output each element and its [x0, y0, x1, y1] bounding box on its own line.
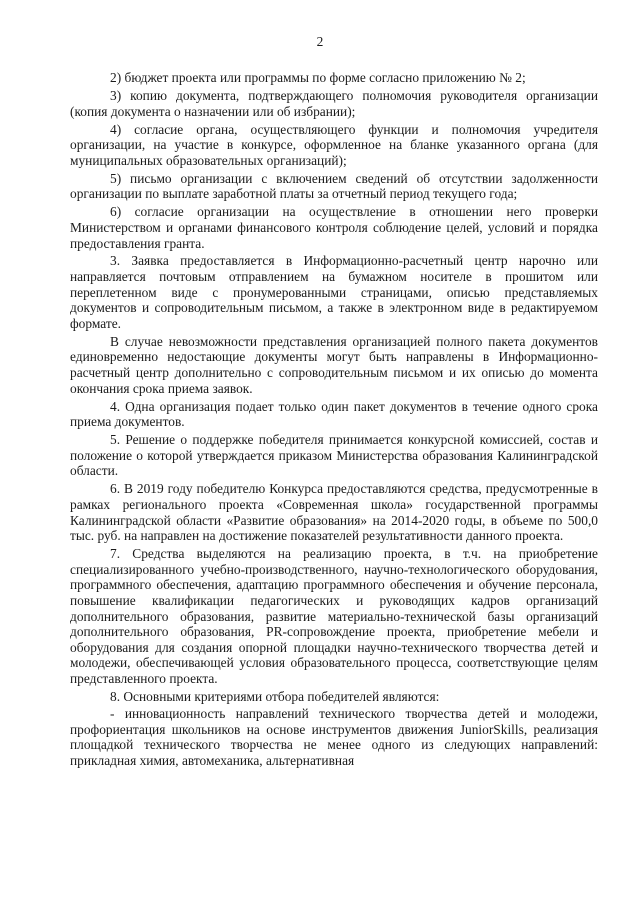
page-number: 2 — [316, 34, 324, 49]
paragraph-funds-usage: 7. Средства выделяются на реализацию проекта, в т.ч. на приобретение специализированного учебно-производственного, научно-технологического оборудования, программного обеспечения, адаптацию программного обеспечения и обучение персонала, повышение квалификации педагогических и руководящих кадров организаций дополнительного образования, развитие материально-технической базы организаций дополнительного образования, PR-сопровождение проекта, приобретение мебели и оборудования для создания опорной площадки научно-технического творчества детей и молодежи, обеспечивающей условия образовательного процесса, соответствующие целям представленного проекта. — [70, 546, 598, 686]
paragraph-criterion-innovation: - инновационность направлений технического творчества детей и молодежи, профориентация школьников на основе инструментов движения JuniorSkills, реализация площадкой технического творчества не менее одного из следующих направлений: прикладная химия, автомеханика, альтернативная — [70, 706, 598, 769]
paragraph-funding-2019: 6. В 2019 году победителю Конкурса предоставляются средства, предусмотренные в рамках регионального проекта «Современная школа» государственной программы Калининградской области «Развитие образования» на 2014-2020 годы, в объеме по 500,0 тыс. руб. на направлен на достижение показателей результативности данного проекта. — [70, 481, 598, 544]
paragraph-one-package: 4. Одна организация подает только один пакет документов в течение одного срока приема документов. — [70, 398, 598, 430]
paragraph-budget: 2) бюджет проекта или программы по форме согласно приложению № 2; — [110, 70, 526, 85]
paragraph-commission-decision: 5. Решение о поддержке победителя принимается конкурсной комиссией, состав и положение о которой утверждается приказом Министерства образования Калининградской области. — [70, 432, 598, 479]
paragraph-missing-documents: В случае невозможности представления организацией полного пакета документов единовременно недостающие документы могут быть направлены в Информационно-расчетный центр дополнительно с сопроводительным письмом и их описью до момента окончания срока приема заявок. — [70, 333, 598, 396]
paragraph-application-submission: 3. Заявка предоставляется в Информационно-расчетный центр нарочно или направляется почтовым отправлением на бумажном носителе в прошитом или переплетенном виде с пронумерованными страницами, описью представляемых документов и сопроводительным письмом, а также в электронном виде в редактируемом формате. — [70, 253, 598, 331]
paragraph-director-authority: 3) копию документа, подтверждающего полномочия руководителя организации (копия документа о назначении или об избрании); — [70, 87, 598, 119]
paragraph-founder-consent: 4) согласие органа, осуществляющего функции и полномочия учредителя организации, на участие в конкурсе, оформленное на бланке указанного органа (для муниципальных образовательных организаций); — [70, 121, 598, 168]
document-body — [70, 70, 598, 771]
paragraph-inspection-consent: 6) согласие организации на осуществление в отношении него проверки Министерством и органами финансового контроля соблюдение целей, условий и порядка предоставления гранта. — [70, 204, 598, 251]
paragraph-selection-criteria: 8. Основными критериями отбора победителей являются: — [110, 688, 440, 704]
paragraph-no-debt-letter: 5) письмо организации с включением сведений об отсутствии задолженности организации по выплате заработной платы за отчетный период текущего года; — [70, 170, 598, 202]
